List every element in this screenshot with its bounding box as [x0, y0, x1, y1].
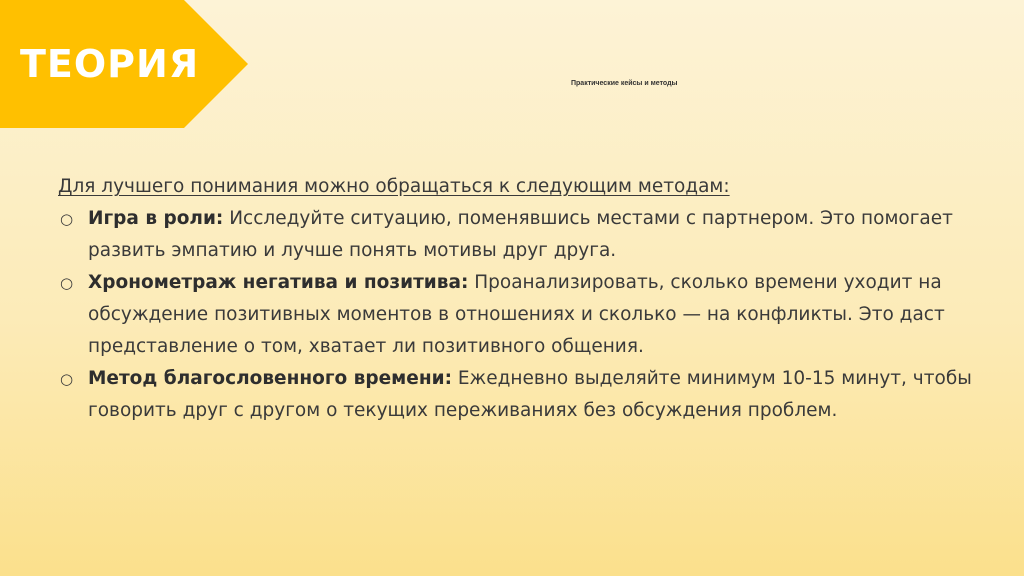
slide-subtitle: Практические кейсы и методы	[571, 80, 678, 87]
method-term: Хронометраж негатива и позитива:	[88, 272, 469, 293]
method-term: Метод благословенного времени:	[88, 368, 452, 389]
list-item	[58, 203, 998, 267]
method-description: Исследуйте ситуацию, поменявшись местами с партнером. Это помогает развить эмпатию и лучше понять мотивы друг друга.	[88, 208, 953, 261]
page-title: ТЕОРИЯ	[20, 42, 200, 86]
intro-text: Для лучшего понимания можно обращаться к следующим методам:	[58, 176, 730, 197]
circle-bullet-icon: ○	[60, 210, 74, 228]
methods-list	[58, 203, 998, 427]
list-item	[58, 267, 998, 363]
method-description: Ежедневно выделяйте минимум 10-15 минут, чтобы говорить друг с другом о текущих переживаниях без обсуждения проблем.	[88, 368, 972, 421]
method-description: Проанализировать, сколько времени уходит на обсуждение позитивных моментов в отношениях и сколько — на конфликты. Это даст представление о том, хватает ли позитивного общения.	[88, 272, 945, 357]
list-item	[58, 363, 998, 427]
method-term: Игра в роли:	[88, 208, 224, 229]
circle-bullet-icon: ○	[60, 274, 74, 292]
slide-body	[58, 171, 998, 427]
title-banner	[0, 0, 248, 128]
circle-bullet-icon: ○	[60, 370, 74, 388]
